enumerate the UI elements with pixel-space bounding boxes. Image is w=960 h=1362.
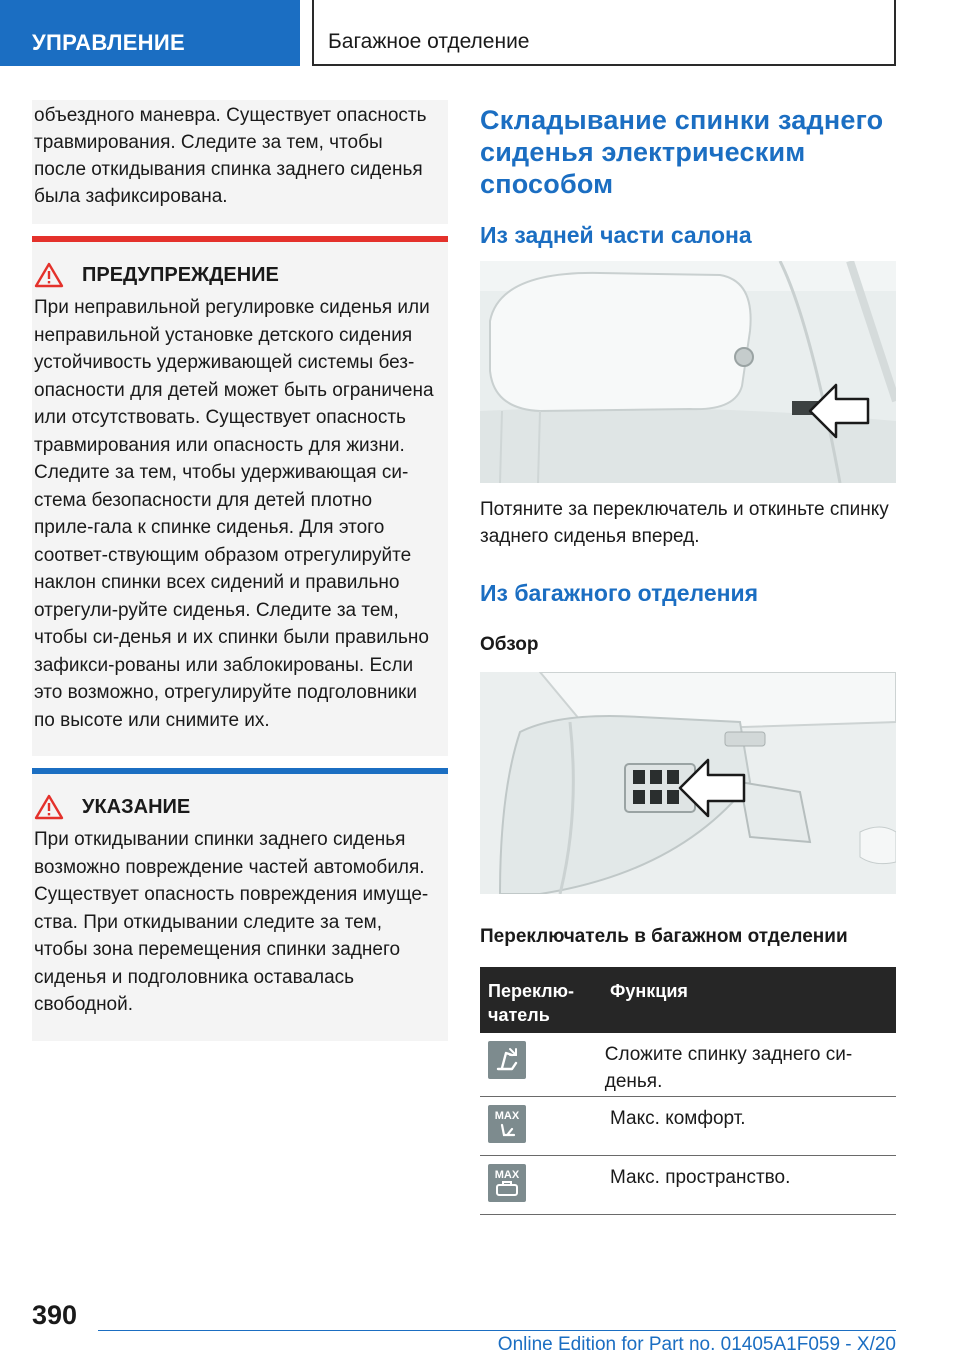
- section-heading: Складывание спинки заднего сиденья электрическим способом: [480, 105, 884, 199]
- table-row: [480, 1156, 896, 1215]
- warning-triangle-icon: [34, 262, 64, 288]
- table-row: [480, 1097, 896, 1156]
- intro-box: [32, 100, 448, 224]
- warning-box: [32, 236, 448, 756]
- pull-instruction: Потяните за переключатель и откиньте спинку заднего сиденья вперед.: [480, 499, 889, 547]
- table-row: [480, 1033, 896, 1097]
- right-column: [480, 104, 896, 249]
- trunk-switch-image: [480, 672, 896, 894]
- subheading-trunk: Из багажного отделения: [480, 580, 759, 606]
- table-cell-function: Макс. пространство.: [610, 1167, 791, 1188]
- table-header: [480, 967, 896, 1033]
- intro-text: объездного маневра. Существует опасность травмирования. Следите за тем, чтобы после откидывания спинка заднего сиденья была зафиксирована.: [34, 105, 427, 207]
- warning-title-row: [34, 262, 436, 288]
- warning-text: При неправильной регулировке сиденья или неправильной установке детского сидения устойчивость удерживающей системы без-опасности для детей может быть ограничена или отсутствовать. Существует опасность травмирования или опасность для жизни. Следите за тем, чтобы удерживающая си-стема безопасности для детей плотно приле-гала к спинке сиденья. Для этого соответ-ствующим образом отрегулируйте наклон спинки всех сидений и правильно отрегули-руйте сиденья. Следите за тем, чтобы си-денья и их спинки были правильно зафикси-рованы или заблокированы. Если это возможно, отрегулируйте подголовники по высоте или снимите их.: [34, 297, 434, 731]
- note-box: [32, 768, 448, 1041]
- note-text: При откидывании спинки заднего сиденья возможно повреждение частей автомобиля. Существует опасность повреждения имуще-ства. При откидывании следите за тем, чтобы зона перемещения спинки заднего сиденья и подголовника оставалась свободной.: [34, 829, 429, 1015]
- page-number: 390: [32, 1300, 78, 1330]
- left-column: [32, 100, 448, 1041]
- table-cell-icon: [480, 1156, 604, 1214]
- table-cell-function: Сложите спинку заднего си-денья.: [604, 1044, 853, 1092]
- footer-divider: [98, 1330, 896, 1331]
- subheading-rear: Из задней части салона: [480, 222, 752, 248]
- seat-fold-icon: [488, 1041, 526, 1079]
- max-space-icon-label: MAX: [494, 1169, 520, 1181]
- image-caption: Переключатель в багажном отделении: [480, 926, 848, 947]
- max-comfort-icon-label: MAX: [494, 1110, 520, 1122]
- switch-function-table: [480, 967, 896, 1215]
- table-cell-icon: [480, 1033, 599, 1096]
- max-comfort-icon: [488, 1105, 526, 1143]
- max-space-icon: [488, 1164, 526, 1202]
- table-cell-function: Макс. комфорт.: [610, 1108, 746, 1129]
- note-title-row: [34, 794, 436, 820]
- warning-title: ПРЕДУПРЕЖДЕНИЕ: [82, 263, 279, 286]
- column-header-function: Функция: [610, 981, 688, 1001]
- section-tab: УПРАВЛЕНИЕ: [0, 0, 300, 66]
- caution-triangle-icon: [34, 794, 64, 820]
- rear-seat-image: [480, 261, 896, 483]
- chapter-title: Багажное отделение: [312, 0, 896, 66]
- table-cell-icon: [480, 1097, 604, 1155]
- edition-footer: Online Edition for Part no. 01405A1F059 - X/20: [497, 1334, 896, 1355]
- overview-heading: Обзор: [480, 634, 539, 655]
- column-header-switch: Переклю-чатель: [488, 981, 574, 1025]
- note-title: УКАЗАНИЕ: [82, 795, 191, 818]
